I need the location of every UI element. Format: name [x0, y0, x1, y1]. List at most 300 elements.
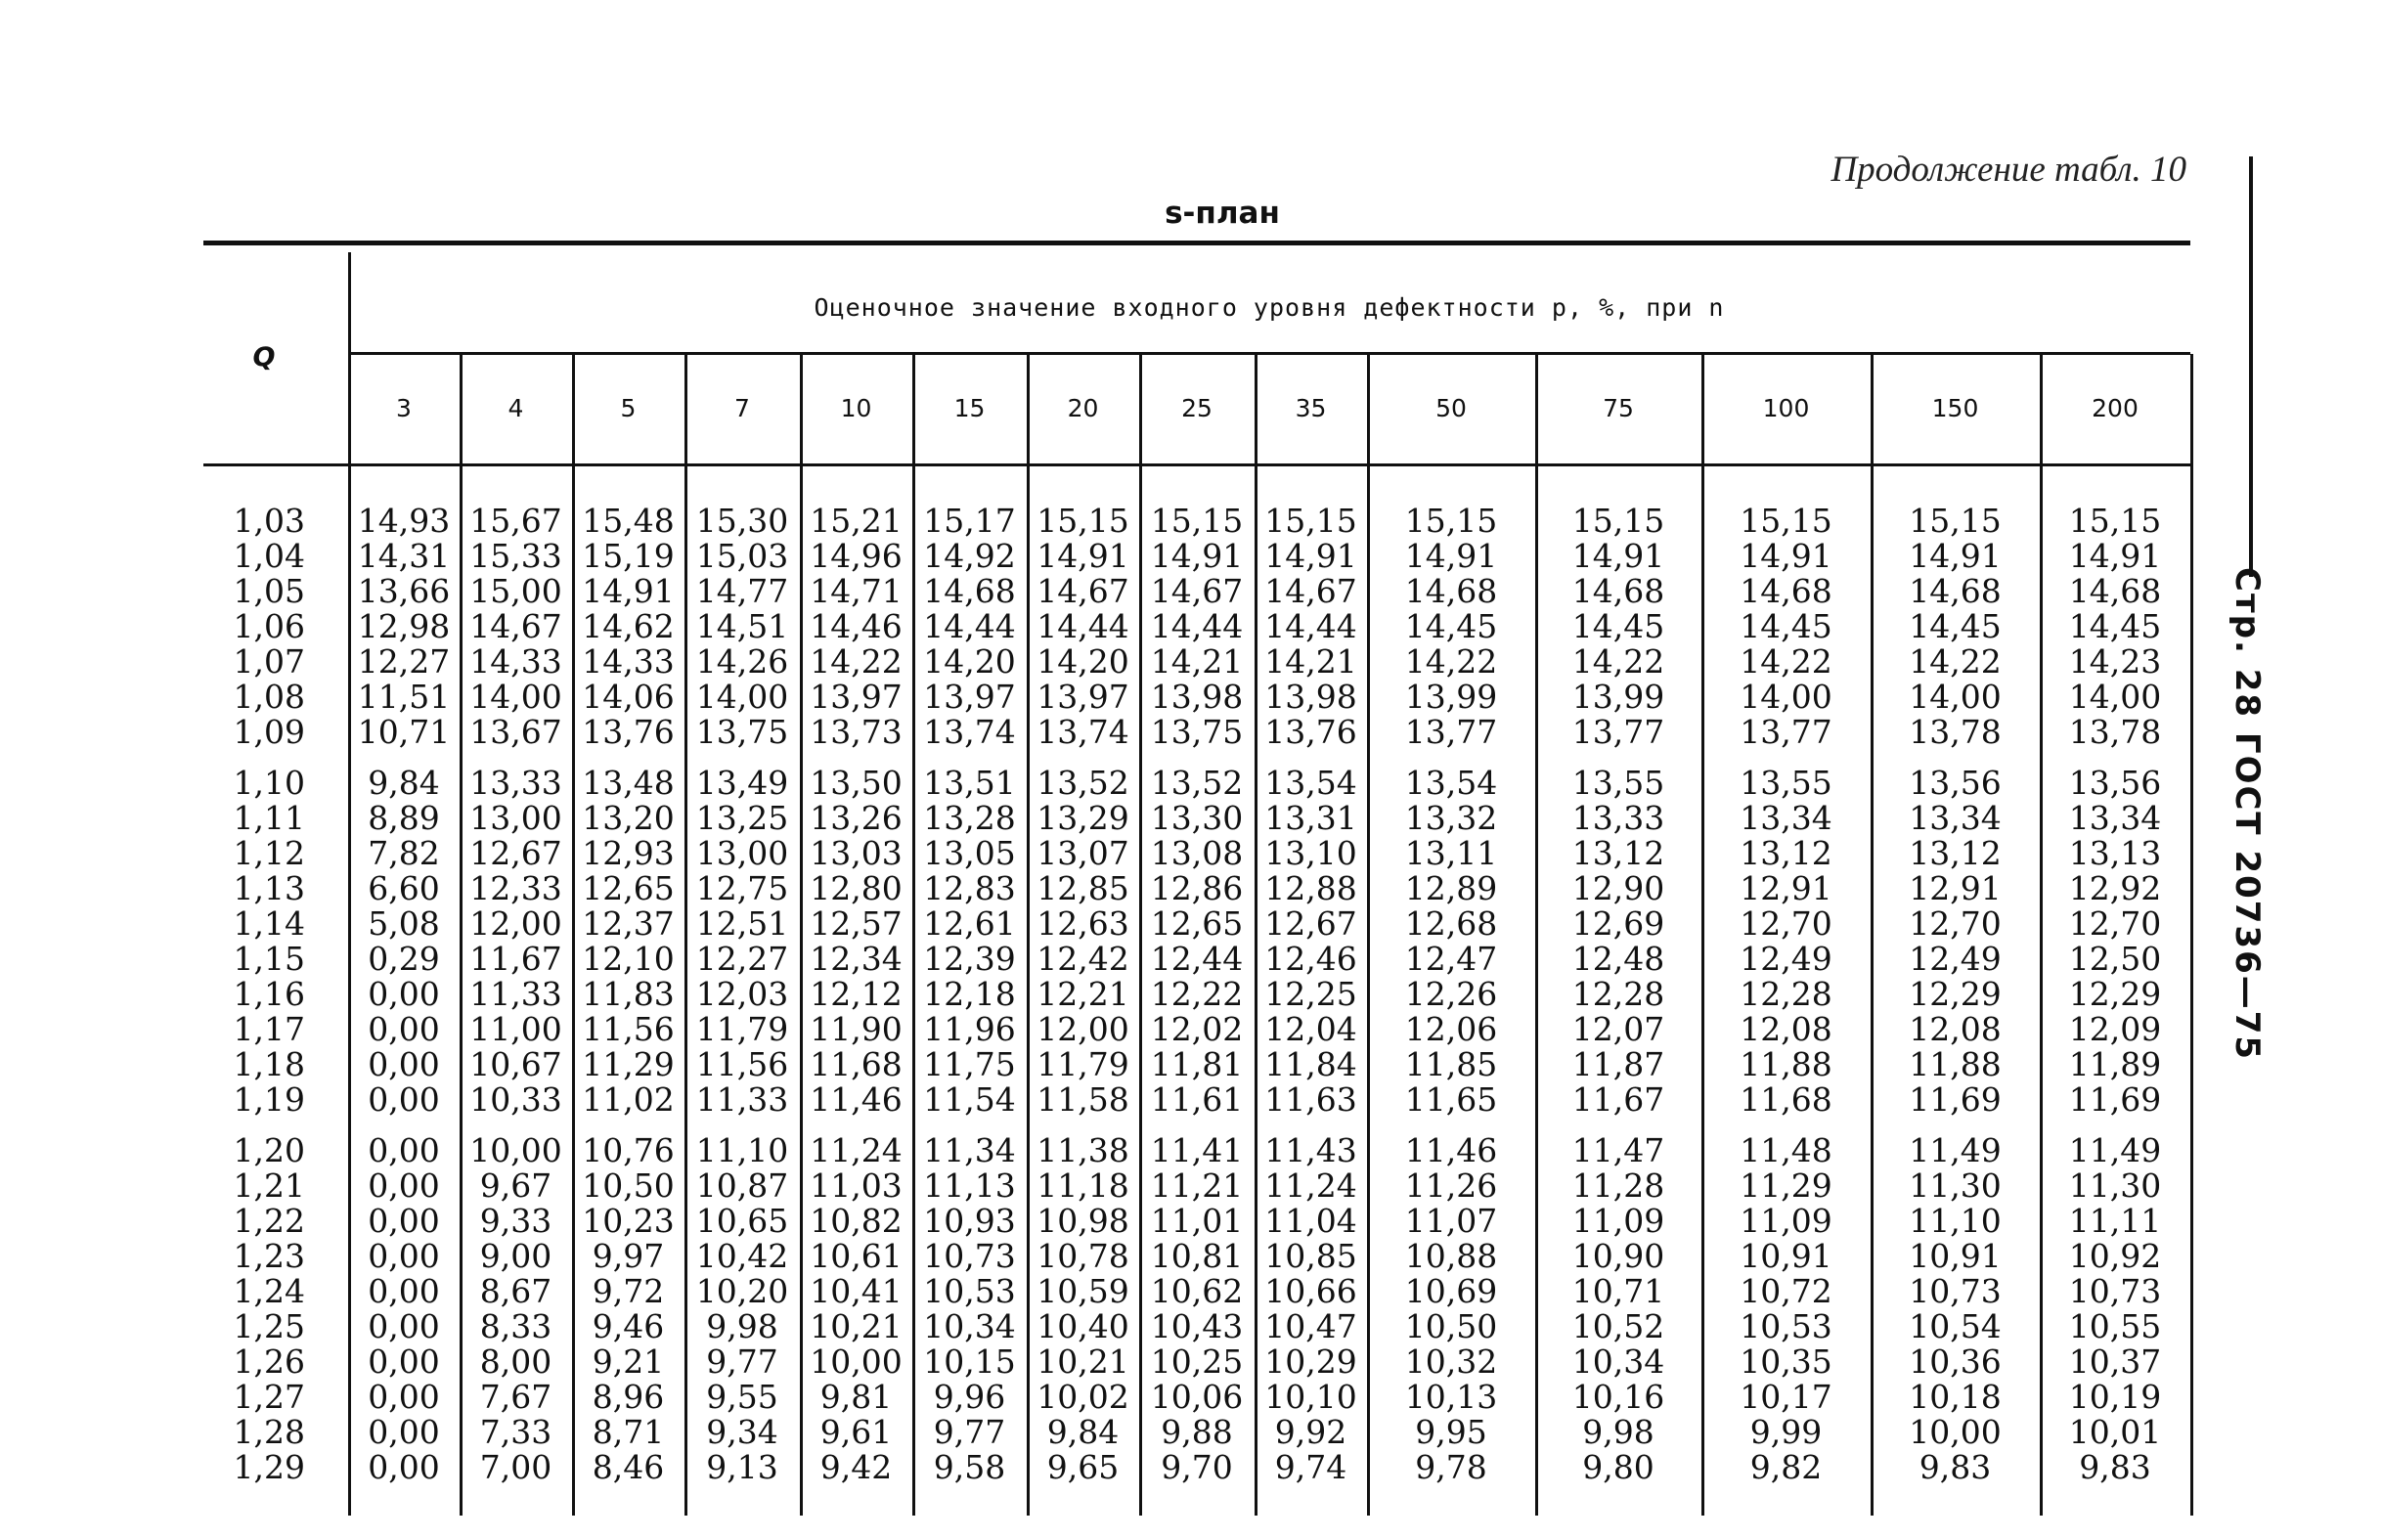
table-cell: 14,91	[1404, 537, 1498, 575]
table-cell: 15,15	[1740, 502, 1832, 540]
table-cell: 14,91	[582, 572, 675, 610]
table-cell: 0,00	[368, 1045, 440, 1083]
table-cell: 12,00	[1037, 1010, 1129, 1048]
table-cell: 0,00	[368, 1307, 440, 1345]
table-cell: 9,98	[1582, 1413, 1654, 1451]
q-value: 1,22	[233, 1202, 305, 1240]
table-cell: 13,34	[1909, 799, 2002, 837]
table-cell: 13,75	[695, 713, 789, 751]
table-cell: 11,01	[1150, 1202, 1244, 1240]
table-cell: 10,67	[469, 1045, 562, 1083]
table-cell: 14,33	[469, 642, 562, 681]
table-cell: 13,51	[923, 764, 1016, 802]
table-cell: 11,28	[1571, 1166, 1665, 1205]
table-cell: 14,45	[2068, 607, 2162, 645]
table-cell: 14,68	[1404, 572, 1498, 610]
table-cell: 12,57	[810, 904, 903, 943]
table-cell: 12,49	[1909, 940, 2002, 978]
table-cell: 10,91	[1909, 1237, 2002, 1275]
table-cell: 11,33	[695, 1080, 789, 1119]
table-cell: 11,13	[923, 1166, 1016, 1205]
table-cell: 14,31	[357, 537, 451, 575]
table-cell: 11,83	[582, 975, 675, 1013]
table-cell: 10,15	[923, 1342, 1016, 1381]
table-cell: 10,01	[2068, 1413, 2162, 1451]
table-cell: 7,67	[479, 1378, 552, 1416]
table-cell: 14,45	[1571, 607, 1665, 645]
table-cell: 7,82	[368, 834, 440, 872]
table-cell: 10,00	[810, 1342, 903, 1381]
column-rule	[2190, 354, 2193, 1516]
q-value: 1,12	[233, 834, 305, 872]
table-cell: 12,44	[1150, 940, 1244, 978]
table-cell: 12,67	[1264, 904, 1357, 943]
table-cell: 9,34	[706, 1413, 778, 1451]
table-cell: 9,13	[706, 1448, 778, 1486]
table-cell: 11,56	[695, 1045, 789, 1083]
table-cell: 9,99	[1749, 1413, 1823, 1451]
table-cell: 11,89	[2068, 1045, 2162, 1083]
table-cell: 10,37	[2068, 1342, 2162, 1381]
table-cell: 11,34	[923, 1131, 1016, 1169]
q-value: 1,25	[233, 1307, 305, 1345]
table-cell: 13,50	[810, 764, 903, 802]
table-cell: 14,91	[1740, 537, 1832, 575]
table-cell: 0,00	[368, 1237, 440, 1275]
table-cell: 10,25	[1150, 1342, 1244, 1381]
table-cell: 0,00	[368, 1131, 440, 1169]
q-value: 1,04	[233, 537, 305, 575]
table-cell: 10,53	[923, 1272, 1016, 1310]
table-cell: 9,70	[1161, 1448, 1233, 1486]
table-cell: 10,17	[1740, 1378, 1832, 1416]
table-cell: 14,00	[1740, 678, 1832, 716]
table-cell: 10,71	[1571, 1272, 1665, 1310]
table-cell: 12,67	[469, 834, 562, 872]
table-cell: 10,81	[1150, 1237, 1244, 1275]
table-cell: 14,45	[1909, 607, 2002, 645]
table-cell: 11,02	[582, 1080, 675, 1119]
table-cell: 11,24	[810, 1131, 903, 1169]
table-cell: 14,62	[582, 607, 675, 645]
table-cell: 10,61	[810, 1237, 903, 1275]
table-cell: 13,20	[582, 799, 675, 837]
table-cell: 14,22	[1571, 642, 1665, 681]
table-cell: 11,07	[1404, 1202, 1498, 1240]
table-cell: 10,65	[695, 1202, 789, 1240]
table-cell: 12,88	[1264, 869, 1357, 907]
table-cell: 14,68	[1909, 572, 2002, 610]
n-column-header: 15	[953, 394, 986, 422]
n-column-header: 150	[1931, 394, 1979, 422]
table-cell: 14,00	[2068, 678, 2162, 716]
side-rule	[2249, 156, 2253, 577]
table-cell: 12,33	[469, 869, 562, 907]
table-cell: 10,92	[2068, 1237, 2162, 1275]
table-cell: 14,91	[1909, 537, 2002, 575]
table-cell: 11,46	[810, 1080, 903, 1119]
table-cell: 11,38	[1037, 1131, 1129, 1169]
table-cell: 14,00	[695, 678, 789, 716]
table-cell: 12,04	[1264, 1010, 1357, 1048]
table-cell: 12,90	[1571, 869, 1665, 907]
table-cell: 10,73	[1909, 1272, 2002, 1310]
table-cell: 12,50	[2068, 940, 2162, 978]
table-cell: 12,92	[2068, 869, 2162, 907]
table-cell: 9,97	[592, 1237, 665, 1275]
table-cell: 10,62	[1150, 1272, 1244, 1310]
table-cell: 12,68	[1404, 904, 1498, 943]
table-cell: 9,84	[368, 764, 440, 802]
table-cell: 11,65	[1404, 1080, 1498, 1119]
table-cell: 15,15	[1037, 502, 1129, 540]
table-cell: 13,30	[1150, 799, 1244, 837]
table-cell: 12,75	[695, 869, 789, 907]
table-cell: 8,33	[479, 1307, 552, 1345]
n-column-header: 100	[1762, 394, 1810, 422]
table-cell: 13,33	[469, 764, 562, 802]
table-cell: 15,33	[469, 537, 562, 575]
n-column-header: 25	[1181, 394, 1213, 422]
table-cell: 12,07	[1571, 1010, 1665, 1048]
table-cell: 0,00	[368, 975, 440, 1013]
continuation-caption: Продолжение табл. 10	[1831, 150, 2186, 190]
table-cell: 13,05	[923, 834, 1016, 872]
table-cell: 12,00	[469, 904, 562, 943]
table-cell: 11,61	[1150, 1080, 1244, 1119]
table-cell: 13,99	[1571, 678, 1665, 716]
table-cell: 11,96	[923, 1010, 1016, 1048]
table-cell: 13,99	[1404, 678, 1498, 716]
table-cell: 10,16	[1571, 1378, 1665, 1416]
table-cell: 14,67	[1037, 572, 1129, 610]
table-cell: 10,90	[1571, 1237, 1665, 1275]
table-cell: 10,21	[1037, 1342, 1129, 1381]
table-cell: 14,77	[695, 572, 789, 610]
table-cell: 10,50	[582, 1166, 675, 1205]
table-cell: 13,12	[1740, 834, 1832, 872]
table-cell: 11,33	[469, 975, 562, 1013]
table-cell: 11,69	[1909, 1080, 2002, 1119]
table-cell: 14,33	[582, 642, 675, 681]
table-cell: 13,56	[2068, 764, 2162, 802]
table-cell: 12,34	[810, 940, 903, 978]
table-cell: 15,15	[1264, 502, 1357, 540]
table-cell: 13,77	[1571, 713, 1665, 751]
q-value: 1,24	[233, 1272, 305, 1310]
table-cell: 14,91	[2068, 537, 2162, 575]
table-cell: 11,69	[2068, 1080, 2162, 1119]
header-bottom-rule	[203, 463, 2190, 466]
table-cell: 12,21	[1037, 975, 1129, 1013]
table-cell: 13,12	[1909, 834, 2002, 872]
n-column-header: 200	[2092, 394, 2139, 422]
table-cell: 11,24	[1264, 1166, 1357, 1205]
table-cell: 10,73	[2068, 1272, 2162, 1310]
table-cell: 11,09	[1571, 1202, 1665, 1240]
table-cell: 11,58	[1037, 1080, 1129, 1119]
table-cell: 14,21	[1150, 642, 1244, 681]
table-cell: 12,65	[1150, 904, 1244, 943]
table-cell: 11,51	[357, 678, 451, 716]
table-cell: 8,71	[592, 1413, 665, 1451]
defect-level-header: Оценочное значение входного уровня дефектности p, %, при n	[814, 293, 1725, 322]
table-cell: 10,18	[1909, 1378, 2002, 1416]
n-column-header: 10	[840, 394, 872, 422]
table-cell: 12,91	[1909, 869, 2002, 907]
table-cell: 10,43	[1150, 1307, 1244, 1345]
table-cell: 14,67	[469, 607, 562, 645]
table-cell: 12,70	[1740, 904, 1832, 943]
n-column-header: 35	[1295, 394, 1327, 422]
table-cell: 14,44	[1150, 607, 1244, 645]
q-value: 1,23	[233, 1237, 305, 1275]
q-value: 1,20	[233, 1131, 305, 1169]
table-cell: 11,79	[695, 1010, 789, 1048]
table-cell: 9,95	[1415, 1413, 1487, 1451]
table-cell: 14,22	[810, 642, 903, 681]
header-divider	[348, 352, 2190, 355]
table-cell: 12,08	[1740, 1010, 1832, 1048]
table-cell: 6,60	[368, 869, 440, 907]
table-cell: 10,42	[695, 1237, 789, 1275]
table-cell: 9,80	[1582, 1448, 1654, 1486]
table-cell: 13,78	[1909, 713, 2002, 751]
table-cell: 9,96	[933, 1378, 1006, 1416]
table-cell: 10,34	[923, 1307, 1016, 1345]
table-top-rule	[203, 241, 2190, 245]
table-cell: 10,32	[1404, 1342, 1498, 1381]
table-cell: 13,66	[357, 572, 451, 610]
table-cell: 0,00	[368, 1272, 440, 1310]
table-cell: 12,61	[923, 904, 1016, 943]
table-cell: 13,54	[1404, 764, 1498, 802]
q-value: 1,14	[233, 904, 305, 943]
table-cell: 11,68	[810, 1045, 903, 1083]
table-cell: 0,00	[368, 1448, 440, 1486]
table-cell: 13,13	[2068, 834, 2162, 872]
table-cell: 12,85	[1037, 869, 1129, 907]
table-cell: 13,12	[1571, 834, 1665, 872]
table-cell: 12,49	[1740, 940, 1832, 978]
table-cell: 14,44	[923, 607, 1016, 645]
table-cell: 10,88	[1404, 1237, 1498, 1275]
table-cell: 12,42	[1037, 940, 1129, 978]
table-cell: 13,97	[1037, 678, 1129, 716]
table-cell: 12,69	[1571, 904, 1665, 943]
table-cell: 13,76	[1264, 713, 1357, 751]
table-cell: 10,23	[582, 1202, 675, 1240]
table-cell: 12,28	[1571, 975, 1665, 1013]
q-value: 1,03	[233, 502, 305, 540]
table-cell: 9,67	[479, 1166, 552, 1205]
table-cell: 14,68	[923, 572, 1016, 610]
table-cell: 14,00	[1909, 678, 2002, 716]
table-cell: 11,67	[1571, 1080, 1665, 1119]
table-cell: 11,11	[2068, 1202, 2162, 1240]
table-cell: 13,77	[1740, 713, 1832, 751]
table-cell: 12,09	[2068, 1010, 2162, 1048]
table-cell: 10,35	[1740, 1342, 1832, 1381]
table-cell: 9,81	[819, 1378, 893, 1416]
table-cell: 14,91	[1571, 537, 1665, 575]
page-reference: Стр. 28 ГОСТ 20736—75	[2228, 567, 2267, 1062]
table-cell: 7,00	[479, 1448, 552, 1486]
table-cell: 12,98	[357, 607, 451, 645]
table-cell: 14,22	[1404, 642, 1498, 681]
q-value: 1,26	[233, 1342, 305, 1381]
table-cell: 14,68	[1571, 572, 1665, 610]
table-cell: 13,55	[1571, 764, 1665, 802]
q-value: 1,13	[233, 869, 305, 907]
table-cell: 9,83	[1919, 1448, 1992, 1486]
table-cell: 9,77	[706, 1342, 778, 1381]
table-cell: 10,20	[695, 1272, 789, 1310]
table-cell: 9,84	[1046, 1413, 1120, 1451]
table-cell: 12,51	[695, 904, 789, 943]
table-cell: 11,68	[1740, 1080, 1832, 1119]
table-cell: 10,41	[810, 1272, 903, 1310]
table-cell: 13,75	[1150, 713, 1244, 751]
table-cell: 13,74	[1037, 713, 1129, 751]
table-cell: 13,97	[810, 678, 903, 716]
table-cell: 12,46	[1264, 940, 1357, 978]
table-cell: 9,46	[592, 1307, 665, 1345]
table-cell: 14,46	[810, 607, 903, 645]
table-cell: 10,59	[1037, 1272, 1129, 1310]
table-cell: 11,04	[1264, 1202, 1357, 1240]
table-cell: 14,26	[695, 642, 789, 681]
table-cell: 12,06	[1404, 1010, 1498, 1048]
table-cell: 14,45	[1404, 607, 1498, 645]
table-cell: 0,00	[368, 1413, 440, 1451]
table-cell: 11,79	[1037, 1045, 1129, 1083]
table-cell: 13,10	[1264, 834, 1357, 872]
table-cell: 12,29	[1909, 975, 2002, 1013]
table-cell: 11,54	[923, 1080, 1016, 1119]
table-cell: 0,29	[368, 940, 440, 978]
q-value: 1,11	[233, 799, 305, 837]
table-cell: 12,27	[357, 642, 451, 681]
table-cell: 10,55	[2068, 1307, 2162, 1345]
table-cell: 9,65	[1046, 1448, 1120, 1486]
table-cell: 9,88	[1161, 1413, 1233, 1451]
table-cell: 10,33	[469, 1080, 562, 1119]
table-cell: 10,21	[810, 1307, 903, 1345]
q-value: 1,17	[233, 1010, 305, 1048]
table-cell: 10,34	[1571, 1342, 1665, 1381]
table-cell: 13,97	[923, 678, 1016, 716]
table-cell: 14,20	[1037, 642, 1129, 681]
table-cell: 12,25	[1264, 975, 1357, 1013]
q-value: 1,05	[233, 572, 305, 610]
table-cell: 11,88	[1909, 1045, 2002, 1083]
table-cell: 10,00	[469, 1131, 562, 1169]
table-cell: 14,92	[923, 537, 1016, 575]
table-cell: 8,67	[479, 1272, 552, 1310]
table-cell: 11,09	[1740, 1202, 1832, 1240]
table-cell: 11,88	[1740, 1045, 1832, 1083]
table-cell: 14,06	[582, 678, 675, 716]
table-cell: 0,00	[368, 1010, 440, 1048]
table-cell: 12,63	[1037, 904, 1129, 943]
table-cell: 11,21	[1150, 1166, 1244, 1205]
table-cell: 11,56	[582, 1010, 675, 1048]
table-cell: 0,00	[368, 1202, 440, 1240]
table-cell: 12,22	[1150, 975, 1244, 1013]
table-cell: 14,21	[1264, 642, 1357, 681]
n-column-header: 75	[1603, 394, 1634, 422]
table-cell: 11,84	[1264, 1045, 1357, 1083]
table-cell: 10,10	[1264, 1378, 1357, 1416]
table-cell: 15,15	[1150, 502, 1244, 540]
table-cell: 11,63	[1264, 1080, 1357, 1119]
table-cell: 10,66	[1264, 1272, 1357, 1310]
table-cell: 9,74	[1274, 1448, 1347, 1486]
table-cell: 10,98	[1037, 1202, 1129, 1240]
table-cell: 9,55	[706, 1378, 778, 1416]
table-cell: 13,98	[1264, 678, 1357, 716]
table-cell: 10,52	[1571, 1307, 1665, 1345]
table-cell: 13,28	[923, 799, 1016, 837]
table-cell: 13,29	[1037, 799, 1129, 837]
table-cell: 13,98	[1150, 678, 1244, 716]
table-cell: 14,51	[695, 607, 789, 645]
table-cell: 12,29	[2068, 975, 2162, 1013]
table-cell: 9,98	[706, 1307, 778, 1345]
q-value: 1,06	[233, 607, 305, 645]
table-cell: 13,34	[2068, 799, 2162, 837]
table-cell: 10,19	[2068, 1378, 2162, 1416]
table-cell: 15,67	[469, 502, 562, 540]
table-cell: 10,29	[1264, 1342, 1357, 1381]
table-cell: 10,91	[1740, 1237, 1832, 1275]
table-cell: 14,00	[469, 678, 562, 716]
table-cell: 8,46	[592, 1448, 665, 1486]
table-cell: 12,93	[582, 834, 675, 872]
table-cell: 14,22	[1740, 642, 1832, 681]
table-cell: 12,48	[1571, 940, 1665, 978]
table-cell: 13,31	[1264, 799, 1357, 837]
table-cell: 12,03	[695, 975, 789, 1013]
table-cell: 13,32	[1404, 799, 1498, 837]
table-cell: 13,52	[1150, 764, 1244, 802]
table-cell: 11,85	[1404, 1045, 1498, 1083]
table-cell: 12,70	[2068, 904, 2162, 943]
table-cell: 10,69	[1404, 1272, 1498, 1310]
table-cell: 10,36	[1909, 1342, 2002, 1381]
n-column-header: 7	[734, 394, 750, 422]
table-cell: 10,73	[923, 1237, 1016, 1275]
table-cell: 15,00	[469, 572, 562, 610]
table-cell: 15,15	[1404, 502, 1498, 540]
table-cell: 13,52	[1037, 764, 1129, 802]
table-cell: 13,78	[2068, 713, 2162, 751]
n-column-header: 5	[620, 394, 637, 422]
table-cell: 9,92	[1274, 1413, 1347, 1451]
table-cell: 11,00	[469, 1010, 562, 1048]
table-cell: 9,82	[1749, 1448, 1823, 1486]
table-cell: 12,47	[1404, 940, 1498, 978]
table-cell: 10,50	[1404, 1307, 1498, 1345]
table-cell: 13,54	[1264, 764, 1357, 802]
table-cell: 10,85	[1264, 1237, 1357, 1275]
table-cell: 9,33	[479, 1202, 552, 1240]
table-cell: 9,00	[479, 1237, 552, 1275]
table-cell: 12,37	[582, 904, 675, 943]
table-cell: 10,53	[1740, 1307, 1832, 1345]
table-cell: 9,78	[1415, 1448, 1487, 1486]
